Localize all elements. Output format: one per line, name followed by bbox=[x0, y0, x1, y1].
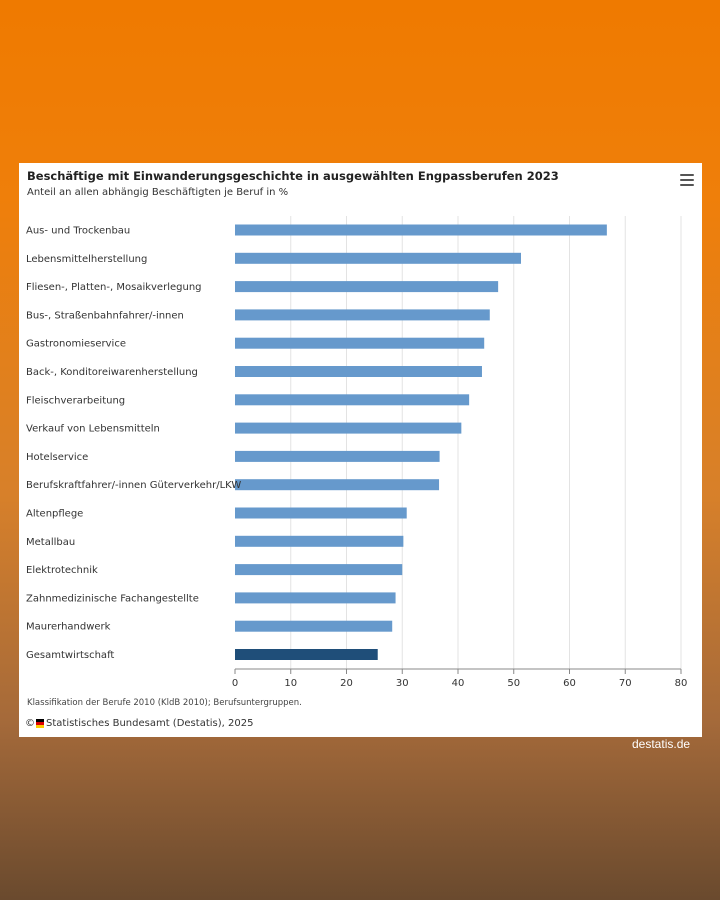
category-label: Hotelservice bbox=[26, 451, 89, 463]
category-label: Maurerhandwerk bbox=[26, 621, 111, 633]
category-label: Gesamtwirtschaft bbox=[26, 650, 115, 661]
category-label: Berufskraftfahrer/-innen Güterverkehr/LKW bbox=[26, 480, 242, 492]
category-label: Metallbau bbox=[26, 536, 76, 548]
bar bbox=[235, 451, 440, 462]
x-tick-label: 40 bbox=[451, 678, 465, 689]
x-tick-label: 30 bbox=[395, 678, 409, 689]
category-label: Fleischverarbeitung bbox=[26, 395, 126, 407]
bar bbox=[235, 423, 461, 434]
category-label: Fliesen-, Platten-, Mosaikverlegung bbox=[26, 282, 202, 294]
bar bbox=[235, 225, 607, 236]
category-label: Altenpflege bbox=[26, 508, 84, 520]
chart-subtitle: Anteil an allen abhängig Beschäftigten je Beruf in % bbox=[27, 187, 289, 198]
x-tick-label: 10 bbox=[284, 678, 298, 689]
category-label: Zahnmedizinische Fachangestellte bbox=[26, 593, 199, 605]
bar bbox=[235, 253, 521, 264]
chart-title: Beschäftige mit Einwanderungsgeschichte in ausgewählten Engpassberufen 2023 bbox=[27, 169, 559, 183]
bar bbox=[235, 281, 498, 292]
category-label: Gastronomieservice bbox=[26, 338, 126, 350]
bar-chart bbox=[19, 163, 702, 737]
category-label: Elektrotechnik bbox=[26, 565, 98, 577]
bar bbox=[235, 309, 490, 320]
x-tick-label: 70 bbox=[618, 678, 632, 689]
bar bbox=[235, 564, 402, 575]
chart-footnote: Klassifikation der Berufe 2010 (KldB 2010); Berufsuntergruppen. bbox=[27, 698, 302, 708]
x-tick-label: 50 bbox=[507, 678, 521, 689]
bar bbox=[235, 621, 392, 632]
bar bbox=[235, 649, 378, 660]
bar bbox=[235, 394, 469, 405]
bar bbox=[235, 536, 403, 547]
x-tick-label: 60 bbox=[563, 678, 576, 689]
bar bbox=[235, 592, 396, 603]
bar bbox=[235, 508, 407, 519]
bar bbox=[235, 366, 482, 377]
category-label: Aus- und Trockenbau bbox=[26, 225, 131, 237]
copyright-symbol: © bbox=[25, 718, 35, 729]
x-tick-label: 20 bbox=[340, 678, 353, 689]
x-tick-label: 0 bbox=[231, 678, 239, 689]
site-label[interactable]: destatis.de bbox=[632, 737, 691, 751]
source-text: Statistisches Bundesamt (Destatis), 2025 bbox=[46, 718, 254, 729]
category-label: Lebensmittelherstellung bbox=[26, 253, 148, 265]
category-label: Back-, Konditoreiwarenherstellung bbox=[26, 367, 198, 378]
bar bbox=[235, 338, 484, 349]
source-credit bbox=[25, 718, 253, 729]
chart-card bbox=[19, 163, 702, 737]
destatis-logo-icon bbox=[36, 719, 44, 728]
bar bbox=[235, 479, 439, 490]
category-label: Bus-, Straßenbahnfahrer/-innen bbox=[26, 310, 184, 322]
x-tick-label: 80 bbox=[674, 678, 688, 689]
category-label: Verkauf von Lebensmitteln bbox=[26, 423, 160, 435]
